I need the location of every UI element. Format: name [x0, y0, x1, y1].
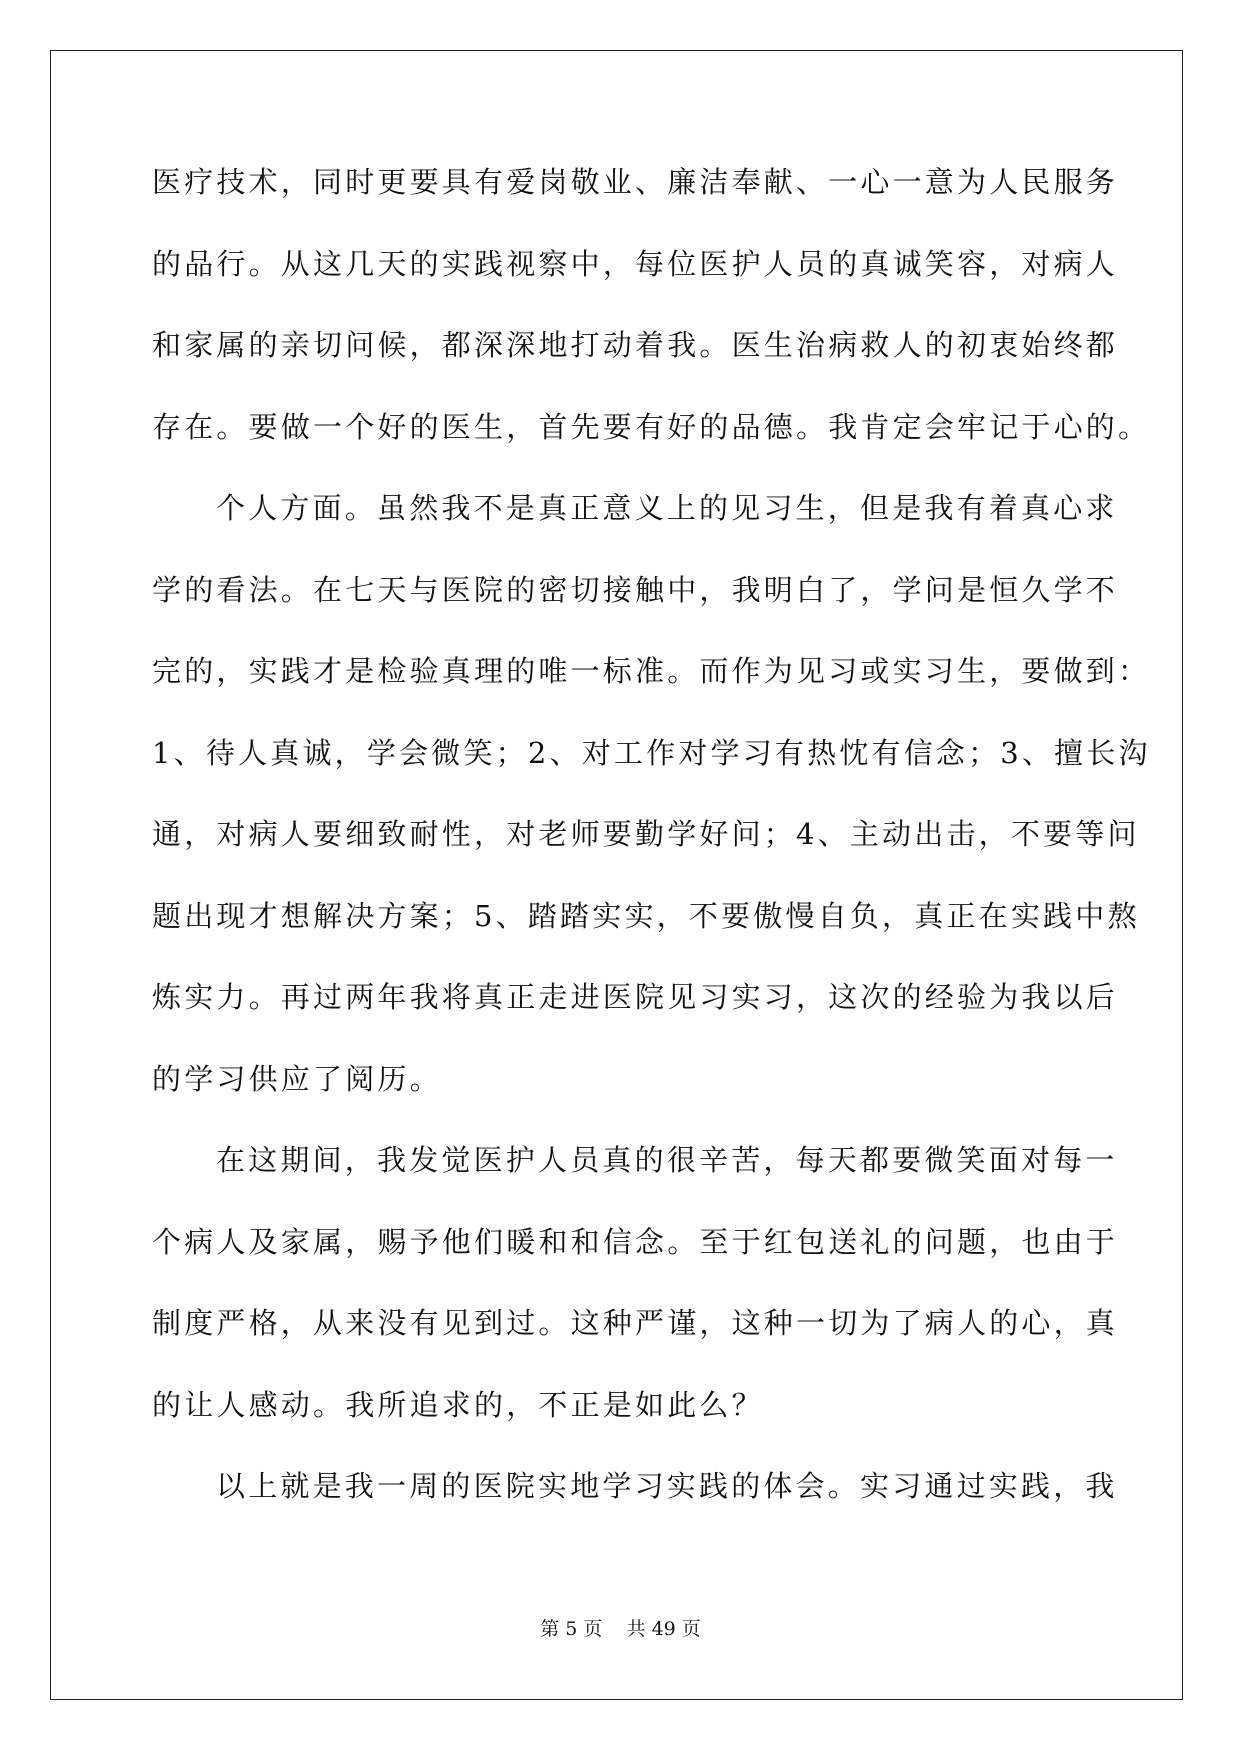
- paragraph-first-line: 在这期间，我发觉医护人员真的很辛苦，每天都要微笑面对每一: [216, 1143, 1118, 1177]
- text-line: 的让人感动。我所追求的，不正是如此么？: [152, 1387, 764, 1422]
- document-body: [152, 162, 1151, 1548]
- text-line: 题出现才想解决方案；5、踏踏实实，不要傲慢自负，真正在实践中熬: [152, 898, 1140, 933]
- text-line: 学的看法。在七天与医院的密切接触中，我明白了，学问是恒久学不: [152, 572, 1119, 607]
- text-line: 炼实力。再过两年我将真正走进医院见习实习，这次的经验为我以后: [152, 980, 1119, 1014]
- text-line: 1、待人真诚，学会微笑；2、对工作对学习有热忱有信念；3、擅长沟: [152, 735, 1151, 770]
- paragraph-first-line: 以上就是我一周的医院实地学习实践的体会。实习通过实践，我: [216, 1469, 1118, 1503]
- text-line: 的学习供应了阅历。: [152, 1061, 442, 1096]
- paragraph-first-line: 个人方面。虽然我不是真正意义上的见习生，但是我有着真心求: [216, 491, 1118, 525]
- text-line: 个病人及家属，赐予他们暖和和信念。至于红包送礼的问题，也由于: [152, 1224, 1119, 1259]
- text-line: 和家属的亲切问候，都深深地打动着我。医生治病救人的初衷始终都: [152, 328, 1119, 362]
- text-line: 的品行。从这几天的实践视察中，每位医护人员的真诚笑容，对病人: [152, 246, 1119, 281]
- text-line: 医疗技术，同时更要具有爱岗敬业、廉洁奉献、一心一意为人民服务: [152, 165, 1119, 199]
- text-line: 完的，实践才是检验真理的唯一标准。而作为见习或实习生，要做到：: [152, 654, 1151, 688]
- text-line: 制度严格，从来没有见到过。这种严谨，这种一切为了病人的心，真: [152, 1306, 1119, 1340]
- page-number-footer: [0, 1617, 1241, 1641]
- text-line: 通，对病人要细致耐性，对老师要勤学好问；4、主动出击，不要等问: [152, 817, 1140, 851]
- text-line: 存在。要做一个好的医生，首先要有好的品德。我肯定会牢记于心的。: [152, 409, 1151, 444]
- page-number-label: 第 5 页 共 49 页: [540, 1618, 701, 1640]
